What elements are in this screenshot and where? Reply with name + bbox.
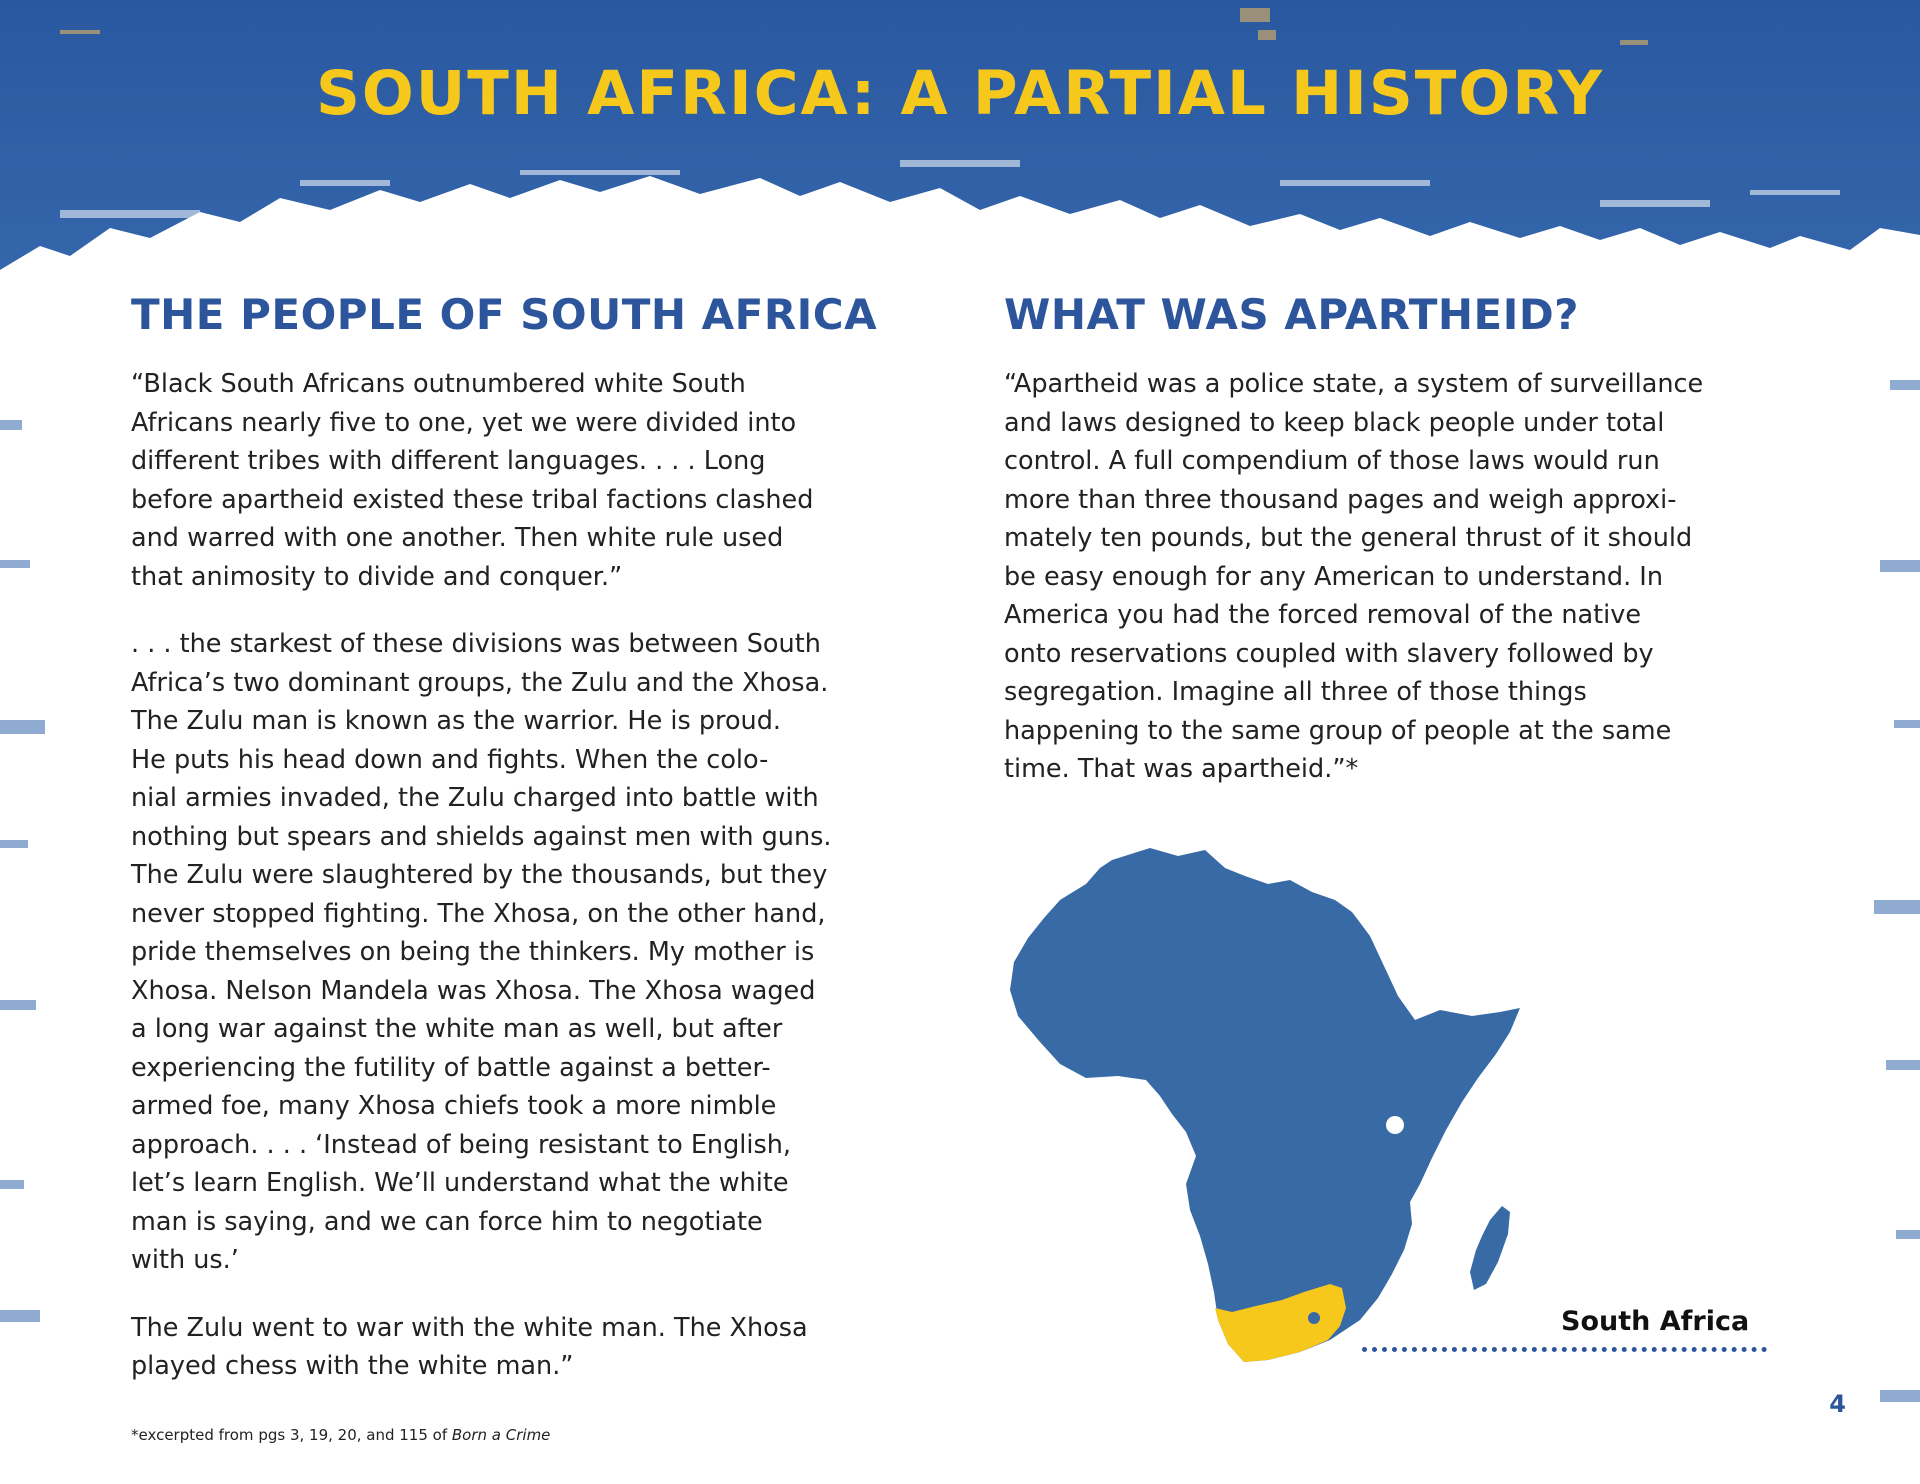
- paragraph-line: and warred with one another. Then white rule used: [131, 523, 784, 553]
- paragraph-line: control. A full compendium of those laws would run: [1004, 446, 1660, 476]
- left-paragraph: [131, 1309, 931, 1386]
- apartheid-section: [1004, 290, 1804, 818]
- apartheid-paragraphs: [1004, 365, 1804, 789]
- paragraph-line: played chess with the white man.”: [131, 1351, 574, 1381]
- africa-continent-shape: [1010, 848, 1520, 1362]
- paragraph-line: nial armies invaded, the Zulu charged into battle with: [131, 783, 819, 813]
- paragraph-line: “Black South Africans outnumbered white South: [131, 369, 746, 399]
- madagascar-shape: [1470, 1206, 1510, 1290]
- paragraph-line: Africans nearly five to one, yet we were divided into: [131, 407, 797, 438]
- paragraph-line: mately ten pounds, but the general thrust of it should: [1004, 523, 1693, 553]
- paragraph-line: He puts his head down and fights. When the colo-: [131, 744, 769, 775]
- right-edge-texture: [1860, 300, 1920, 1484]
- lake-victoria-shape: [1386, 1116, 1404, 1134]
- paragraph-line: never stopped fighting. The Xhosa, on the other hand,: [131, 898, 826, 929]
- paragraph-line: with us.’: [131, 1245, 239, 1275]
- paragraph-line: more than three thousand pages and weigh approxi-: [1004, 484, 1677, 515]
- paragraph-line: Africa’s two dominant groups, the Zulu and the Xhosa.: [131, 667, 829, 698]
- paragraph-line: and laws designed to keep black people under total: [1004, 407, 1665, 438]
- paragraph-line: experiencing the futility of battle against a better-: [131, 1052, 771, 1083]
- paragraph-line: that animosity to divide and conquer.”: [131, 561, 623, 592]
- paragraph-line: onto reservations coupled with slavery followed by: [1004, 638, 1654, 669]
- paragraph-line: nothing but spears and shields against men with guns.: [131, 821, 832, 852]
- paragraph-line: The Zulu went to war with the white man. The Xhosa: [131, 1312, 808, 1343]
- people-section: [131, 290, 931, 1415]
- left-paragraph: [131, 625, 931, 1280]
- left-edge-texture: [0, 300, 60, 1484]
- page-title: SOUTH AFRICA: A PARTIAL HISTORY: [315, 58, 1605, 129]
- paragraph-line: a long war against the white man as well, but after: [131, 1014, 783, 1044]
- paragraph-line: “Apartheid was a police state, a system of surveillance: [1004, 369, 1704, 399]
- paragraph-line: be easy enough for any American to understand. In: [1004, 561, 1663, 592]
- paragraph-line: different tribes with different languages. . . . Long: [131, 446, 766, 476]
- africa-map: [1000, 840, 1600, 1380]
- paragraph-line: Xhosa. Nelson Mandela was Xhosa. The Xhosa waged: [131, 975, 816, 1006]
- footnote-text: *excerpted from pgs 3, 19, 20, and 115 of: [131, 1426, 452, 1444]
- apartheid-heading: WHAT WAS APARTHEID?: [1004, 290, 1580, 339]
- footnote-book-title: Born a Crime: [451, 1426, 551, 1444]
- paragraph-line: approach. . . . ‘Instead of being resistant to English,: [131, 1129, 791, 1160]
- lesotho-shape: [1308, 1312, 1320, 1324]
- right-paragraph: [1004, 365, 1804, 789]
- paragraph-line: let’s learn English. We’ll understand what the white: [131, 1168, 789, 1198]
- paragraph-line: America you had the forced removal of the native: [1004, 600, 1642, 630]
- paragraph-line: man is saying, and we can force him to negotiate: [131, 1206, 763, 1237]
- paragraph-line: segregation. Imagine all three of those things: [1004, 677, 1587, 707]
- paragraph-line: . . . the starkest of these divisions was between South: [131, 629, 821, 659]
- left-paragraph: [131, 365, 931, 596]
- paragraph-line: The Zulu man is known as the warrior. He is proud.: [131, 706, 782, 736]
- page-number: 4: [1829, 1390, 1846, 1418]
- paragraph-line: time. That was apartheid.”*: [1004, 754, 1359, 784]
- paragraph-line: before apartheid existed these tribal factions clashed: [131, 484, 814, 515]
- paragraph-line: The Zulu were slaughtered by the thousands, but they: [131, 860, 828, 890]
- paragraph-line: pride themselves on being the thinkers. My mother is: [131, 937, 815, 967]
- paragraph-line: happening to the same group of people at the same: [1004, 715, 1672, 746]
- footnote: [131, 1426, 550, 1444]
- map-label-leader-line: [1362, 1347, 1767, 1352]
- people-paragraphs: [131, 365, 931, 1386]
- paragraph-line: armed foe, many Xhosa chiefs took a more nimble: [131, 1091, 777, 1121]
- people-heading: THE PEOPLE OF SOUTH AFRICA: [131, 290, 878, 339]
- south-africa-map-label: South Africa: [1561, 1306, 1750, 1337]
